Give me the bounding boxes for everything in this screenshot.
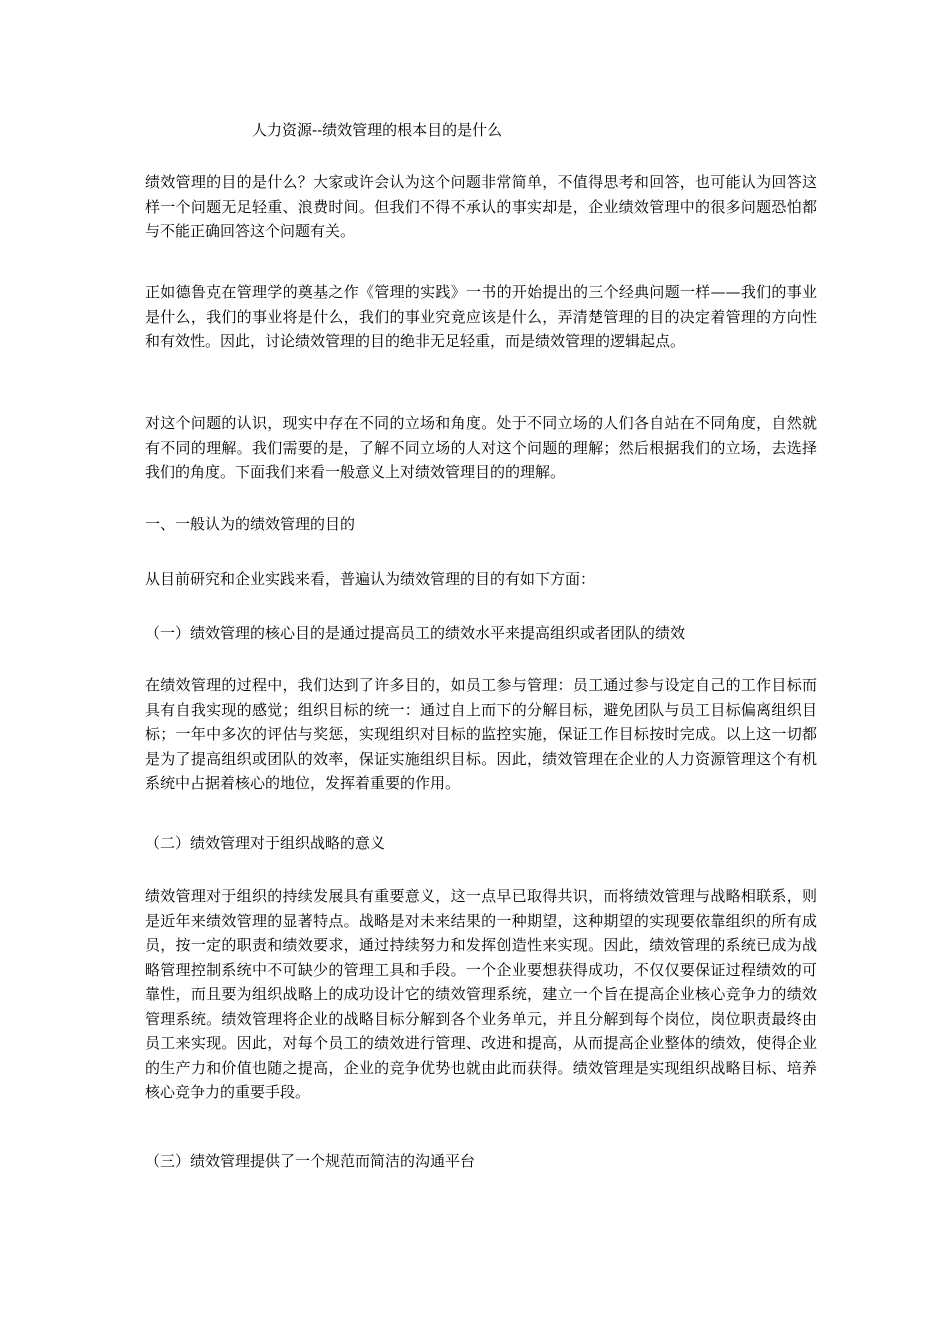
paragraph-drucker: 正如德鲁克在管理学的奠基之作《管理的实践》一书的开始提出的三个经典问题一样——我们的事业是什么，我们的事业将是什么，我们的事业究竟应该是什么，弄清楚管理的目的决定着管理的方向性和有效性。因此，讨论绩效管理的目的绝非无足轻重，而是绩效管理的逻辑起点。: [145, 283, 817, 350]
paragraph-strategy: 绩效管理对于组织的持续发展具有重要意义，这一点早已取得共识，而将绩效管理与战略相联系，则是近年来绩效管理的显著特点。战略是对未来结果的一种期望，这种期望的实现要依靠组织的所有成员，按一定的职责和绩效要求，通过持续努力和发挥创造性来实现。因此，绩效管理的系统已成为战略管理控制系统中不可缺少的管理工具和手段。一个企业要想获得成功，不仅仅要保证过程绩效的可靠性，而且要为组织战略上的成功设计它的绩效管理系统，建立一个旨在提高企业核心竞争力的绩效管理系统。绩效管理将企业的战略目标分解到各个业务单元，并且分解到每个岗位，岗位职责最终由员工来实现。因此，对每个员工的绩效进行管理、改进和提高，从而提高企业整体的绩效，使得企业的生产力和价值也随之提高，企业的竞争优势也就由此而获得。绩效管理是实现组织战略目标、培养核心竞争力的重要手段。: [145, 887, 817, 1101]
subheading-strategy: （二）绩效管理对于组织战略的意义: [145, 834, 386, 852]
subheading-communication-platform: （三）绩效管理提供了一个规范而简洁的沟通平台: [145, 1152, 476, 1170]
paragraph-common-view: 从目前研究和企业实践来看，普遍认为绩效管理的目的有如下方面：: [145, 570, 596, 588]
paragraph-core-purpose: 在绩效管理的过程中，我们达到了许多目的，如员工参与管理：员工通过参与设定自己的工作目标而具有自我实现的感觉；组织目标的统一：通过自上而下的分解目标，避免团队与员工目标偏离组织目标；一年中多次的评估与奖惩，实现组织对目标的监控实施，保证工作目标按时完成。以上这一切都是为了提高组织或团队的效率，保证实施组织目标。因此，绩效管理在企业的人力资源管理这个有机系统中占据着核心的地位，发挥着重要的作用。: [145, 676, 817, 792]
paragraph-perspectives: 对这个问题的认识，现实中存在不同的立场和角度。处于不同立场的人们各自站在不同角度，自然就有不同的理解。我们需要的是，了解不同立场的人对这个问题的理解；然后根据我们的立场，去选择我们的角度。下面我们来看一般意义上对绩效管理目的的理解。: [145, 414, 817, 481]
paragraph-purpose-question: 绩效管理的目的是什么？大家或许会认为这个问题非常简单，不值得思考和回答，也可能认为回答这样一个问题无足轻重、浪费时间。但我们不得不承认的事实却是，企业绩效管理中的很多问题恐怕都与不能正确回答这个问题有关。: [145, 173, 817, 240]
document-title: 人力资源--绩效管理的根本目的是什么: [252, 121, 503, 139]
subheading-core-purpose: （一）绩效管理的核心目的是通过提高员工的绩效水平来提高组织或者团队的绩效: [145, 624, 686, 642]
section-heading-general-purpose: 一、一般认为的绩效管理的目的: [145, 515, 356, 533]
